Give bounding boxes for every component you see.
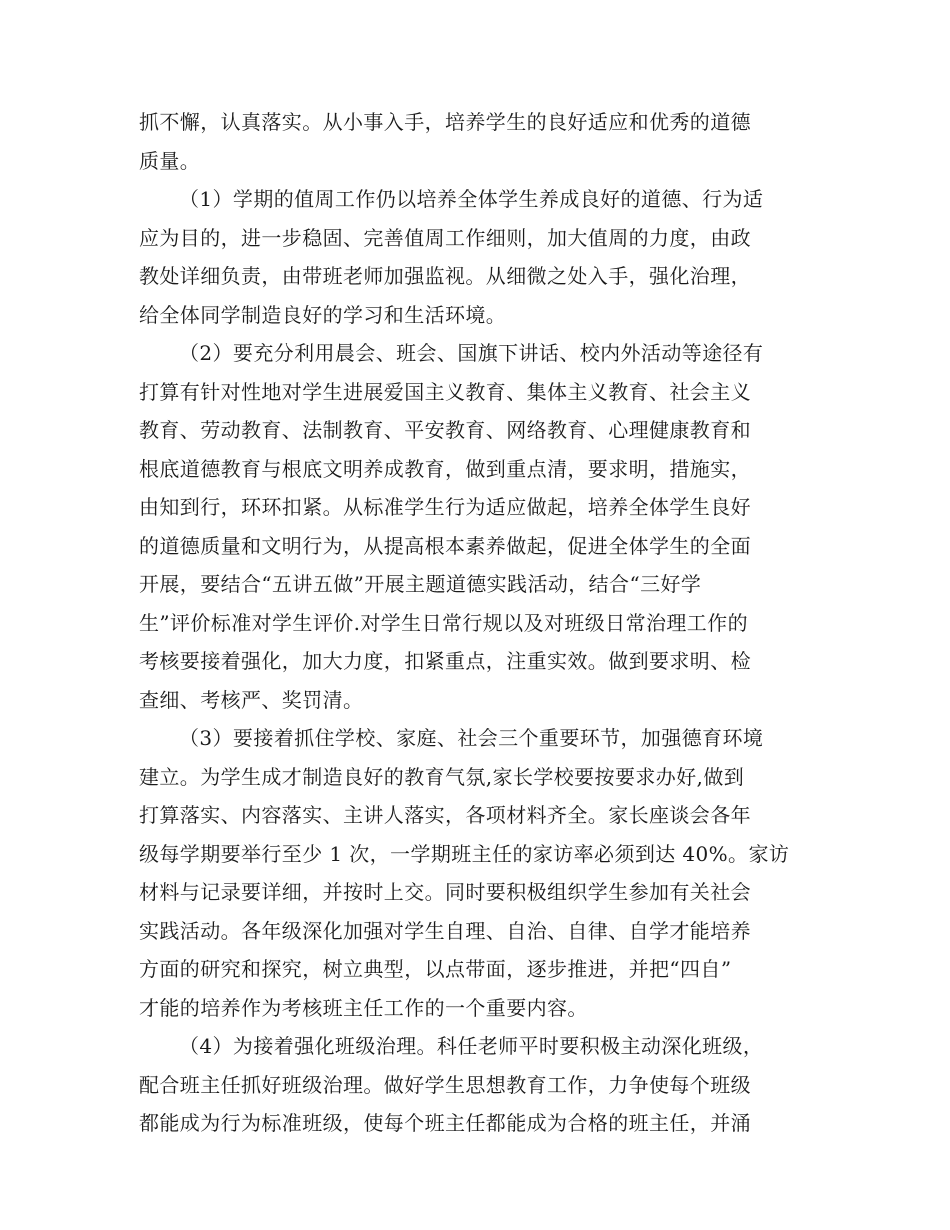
text-line: 根底道德教育与根底文明养成教育，做到重点清，要求明，措施实， — [139, 456, 751, 481]
document-body — [139, 103, 819, 1143]
text-line: 教处详细负责，由带班老师加强监视。从细微之处入手，强化治理， — [139, 264, 751, 288]
text-line: 级每学期要举行至少 1 次，一学期班主任的家访率必须到达 40%。家访 — [139, 841, 790, 866]
text-line: 教育、劳动教育、法制教育、平安教育、网络教育、心理健康教育和 — [139, 418, 751, 442]
text-line: 应为目的，进一步稳固、完善值周工作细则，加大值周的力度，由政 — [139, 225, 751, 250]
text-line: 的道德质量和文明行为，从提高根本素养做起，促进全体学生的全面 — [139, 533, 751, 558]
text-line: 查细、考核严、奖罚清。 — [139, 687, 364, 712]
text-line: 给全体同学制造良好的学习和生活环境。 — [139, 302, 507, 327]
text-line: 方面的研究和探究，树立典型，以点带面，逐步推进，并把“四自” — [139, 957, 732, 981]
paragraph-4 — [139, 719, 819, 1027]
text-line: 打算有针对性地对学生进展爱国主义教育、集体主义教育、社会主义 — [139, 379, 751, 404]
text-line: （3）要接着抓住学校、家庭、社会三个重要环节，加强德育环境 — [179, 726, 764, 750]
paragraph-5 — [139, 1027, 819, 1143]
text-line: 考核要接着强化，加大力度，扣紧重点，注重实效。做到要求明、检 — [139, 649, 751, 673]
text-line: （2）要充分利用晨会、班会、国旗下讲话、校内外活动等途径有 — [179, 341, 764, 365]
text-line: 才能的培养作为考核班主任工作的一个重要内容。 — [139, 995, 588, 1020]
text-line: 配合班主任抓好班级治理。做好学生思想教育工作，力争使每个班级 — [139, 1072, 751, 1097]
text-line: 打算落实、内容落实、主讲人落实，各项材料齐全。家长座谈会各年 — [139, 803, 751, 827]
text-line: 开展，要结合“五讲五做”开展主题道德实践活动，结合“三好学 — [139, 572, 702, 596]
text-line: （4）为接着强化班级治理。科任老师平时要积极主动深化班级， — [179, 1034, 764, 1058]
text-line: 材料与记录要详细，并按时上交。同时要积极组织学生参加有关社会 — [139, 880, 751, 904]
text-line: 质量。 — [139, 148, 201, 173]
paragraph-1 — [139, 103, 819, 180]
text-line: 抓不懈，认真落实。从小事入手，培养学生的良好适应和优秀的道德 — [139, 110, 751, 134]
text-line: 建立。为学生成才制造良好的教育气氛,家长学校要按要求办好,做到 — [139, 764, 745, 789]
paragraph-3 — [139, 334, 819, 719]
text-line: 生”评价标准对学生评价.对学生日常行规以及对班级日常治理工作的 — [139, 610, 748, 635]
text-line: （1）学期的值周工作仍以培养全体学生养成良好的道德、行为适 — [179, 187, 764, 211]
paragraph-2 — [139, 180, 819, 334]
text-line: 实践活动。各年级深化加强对学生自理、自治、自律、自学才能培养 — [139, 918, 751, 943]
text-line: 由知到行，环环扣紧。从标准学生行为适应做起，培养全体学生良好 — [139, 495, 751, 519]
text-line: 都能成为行为标准班级，使每个班主任都能成为合格的班主任，并涌 — [139, 1111, 751, 1135]
